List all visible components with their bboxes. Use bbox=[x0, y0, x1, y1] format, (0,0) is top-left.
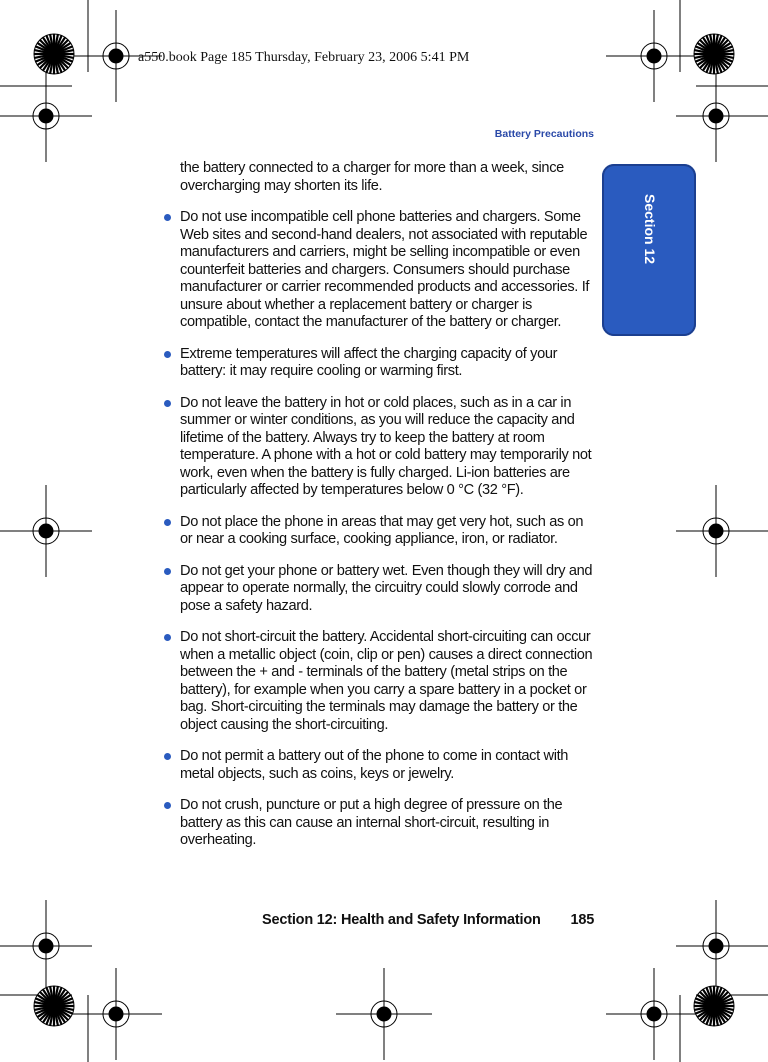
bullet-dot-icon bbox=[164, 214, 171, 221]
bullet-text: Do not short-circuit the battery. Accidental short-circuiting can occur when a metallic object (coin, clip or pen) causes a direct connection between the + and - terminals of the battery (metal strips on the battery), for example when you carry a spare battery in a pocket or bag. Short-circuiting the terminals may damage the battery or the object causing the short-circuiting. bbox=[180, 629, 593, 733]
bullet-dot-icon bbox=[164, 802, 171, 809]
bullet-dot-icon bbox=[164, 400, 171, 407]
bullet-text: Extreme temperatures will affect the charging capacity of your battery: it may require cooling or warming first. bbox=[180, 345, 558, 379]
bullet-item bbox=[164, 797, 594, 850]
running-head: Battery Precautions bbox=[494, 128, 594, 140]
print-slug: a550.book Page 185 Thursday, February 23, 2006 5:41 PM bbox=[138, 50, 470, 65]
bullet-text: Do not place the phone in areas that may get very hot, such as on or near a cooking surface, cooking appliance, iron, or radiator. bbox=[180, 513, 584, 547]
bullet-text: Do not use incompatible cell phone batteries and chargers. Some Web sites and second-hand dealers, not associated with reputable manufacturers and carriers, might be selling incompatible or even counterfeit batteries and chargers. Consumers should purchase manufacturer or carrier recommended products and accessories. If unsure about whether a replacement battery or charger is compatible, contact the manufacturer of the battery or charger. bbox=[180, 209, 590, 330]
bullet-text: Do not crush, puncture or put a high degree of pressure on the battery as this can cause an internal short-circuit, resulting in overheating. bbox=[180, 797, 563, 848]
bullet-text: Do not leave the battery in hot or cold places, such as in a car in summer or winter conditions, as you will reduce the capacity and lifetime of the battery. Always try to keep the battery at room temperature. A phone with a hot or cold battery may temporarily not work, even when the battery is fully charged. Li-ion batteries are particularly affected by temperatures below 0 °C (32 °F). bbox=[180, 394, 592, 498]
footer-chapter: Section 12: Health and Safety Information bbox=[262, 912, 541, 928]
bullet-item bbox=[164, 629, 594, 734]
bullet-dot-icon bbox=[164, 351, 171, 358]
bullet-dot-icon bbox=[164, 519, 171, 526]
bullet-text: Do not get your phone or battery wet. Even though they will dry and appear to operate normally, the circuitry could slowly corrode and pose a safety hazard. bbox=[180, 562, 593, 614]
section-tab bbox=[602, 164, 696, 336]
bullet-item bbox=[164, 395, 594, 500]
bullet-item bbox=[164, 563, 594, 616]
bullet-text: Do not permit a battery out of the phone to come in contact with metal objects, such as coins, keys or jewelry. bbox=[180, 748, 569, 782]
bullet-dot-icon bbox=[164, 753, 171, 760]
section-tab-label: Section 12 bbox=[642, 194, 658, 265]
bullet-item bbox=[164, 748, 594, 783]
page-number: 185 bbox=[570, 912, 595, 928]
body-text bbox=[164, 160, 594, 864]
continuation-paragraph: the battery connected to a charger for more than a week, since overcharging may shorten its life. bbox=[180, 160, 564, 194]
bullet-dot-icon bbox=[164, 634, 171, 641]
bullet-dot-icon bbox=[164, 568, 171, 575]
bullet-item bbox=[164, 346, 594, 381]
bullet-item bbox=[164, 209, 594, 332]
page-footer bbox=[262, 912, 594, 928]
bullet-item bbox=[164, 514, 594, 549]
